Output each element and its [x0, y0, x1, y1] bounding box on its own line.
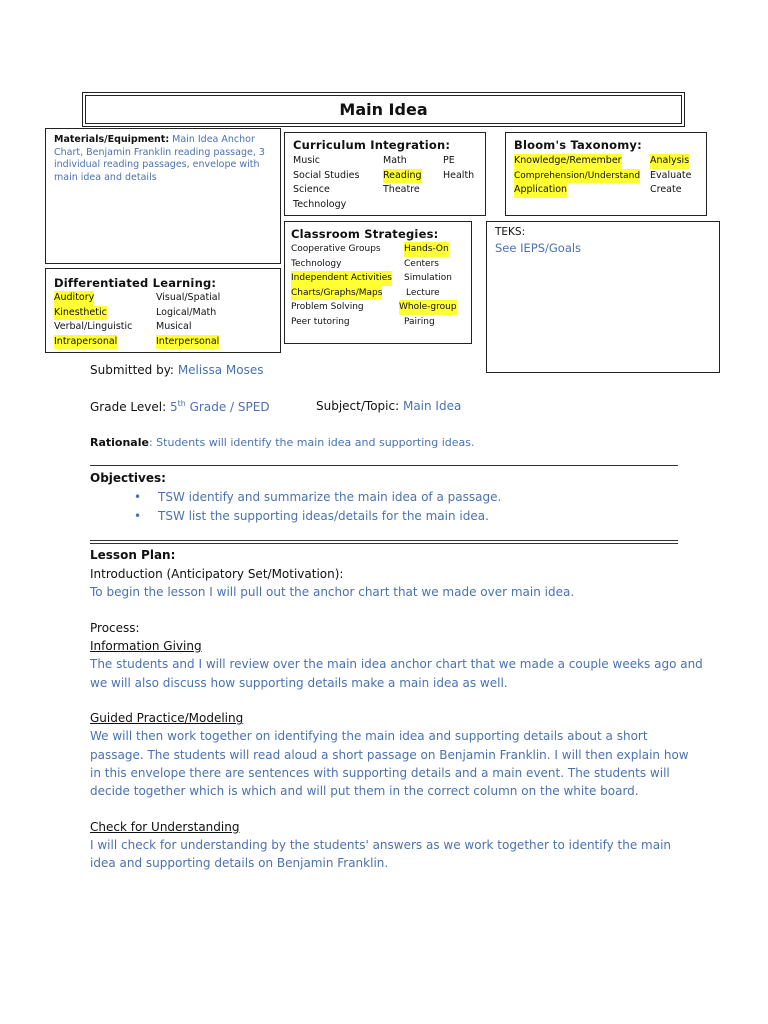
strat-item-problem-solving: Problem Solving	[291, 302, 364, 312]
teks-value: See IEPS/Goals	[495, 241, 582, 255]
strat-item-centers: Centers	[404, 258, 439, 269]
process-label: Process:	[90, 621, 140, 635]
strat-item-charts: Charts/Graphs/Maps	[291, 286, 382, 301]
strat-item-technology: Technology	[291, 258, 342, 269]
curr-item-pe: PE	[443, 155, 455, 166]
guided-line: in this envelope there are sentences with supporting details and a main event. The students will	[90, 766, 670, 780]
submitted-value: Melissa Moses	[177, 363, 264, 377]
curr-item-music: Music	[293, 155, 321, 166]
bloom-item-application: Application	[514, 183, 567, 198]
diff-item-visual: Visual/Spatial	[156, 292, 221, 303]
subject-label: Subject/Topic:	[316, 399, 400, 413]
curr-item-science: Science	[293, 184, 330, 195]
diff-item-interpersonal: Interpersonal	[156, 335, 219, 350]
classroom-strategies-box	[284, 221, 472, 344]
curr-item-health: Health	[443, 169, 475, 181]
objective-item: • TSW list the supporting ideas/details for the main idea.	[134, 509, 489, 523]
curriculum-integration-box	[284, 132, 486, 216]
bloom-item-create: Create	[650, 184, 682, 195]
strat-item-hands-on: Hands-On	[404, 242, 449, 257]
materials-label: Materials/Equipment:	[54, 134, 170, 145]
strat-item-pairing: Pairing	[404, 316, 435, 327]
objective-item: • TSW identify and summarize the main idea of a passage.	[134, 490, 502, 504]
strat-item-simulation: Simulation	[404, 273, 452, 283]
submitted-label: Submitted by:	[90, 363, 174, 377]
intro-label: Introduction (Anticipatory Set/Motivation):	[90, 567, 344, 581]
guided-line: decide together which is which and will put them in the correct column on the white board.	[90, 784, 639, 798]
grade-level-row	[90, 399, 270, 414]
materials-value: Main Idea Anchor Chart, Benjamin Franklin reading passage, 3 individual reading passages, envelope with main idea and details	[54, 134, 265, 183]
check-line: I will check for understanding by the students' answers as we work together to identify the main	[90, 838, 672, 852]
blooms-taxonomy-box	[505, 132, 707, 216]
curr-item-math: Math	[383, 155, 407, 166]
differentiated-learning-box	[45, 268, 281, 353]
bloom-item-analysis: Analysis	[650, 154, 689, 169]
bloom-item-knowledge: Knowledge/Remember	[514, 154, 622, 169]
curriculum-heading: Curriculum Integration:	[293, 138, 451, 152]
divider	[90, 465, 678, 466]
objectives-heading: Objectives:	[90, 471, 166, 485]
subject-row	[316, 399, 461, 413]
strat-item-lecture: Lecture	[406, 287, 440, 298]
submitted-by-row	[90, 363, 263, 377]
teks-label: TEKS:	[495, 226, 526, 238]
rationale-value: : Students will identify the main idea and supporting ideas.	[148, 436, 475, 449]
guided-line: passage. The students will read aloud a short passage on Benjamin Franklin. I will then explain how	[90, 748, 689, 762]
curr-item-theatre: Theatre	[383, 184, 420, 195]
divider	[90, 543, 678, 544]
rationale-label: Rationale	[90, 436, 149, 449]
intro-text: To begin the lesson I will pull out the anchor chart that we made over main idea.	[90, 585, 575, 599]
differentiated-heading: Differentiated Learning:	[54, 276, 217, 290]
diff-item-logical: Logical/Math	[156, 306, 217, 318]
diff-item-intrapersonal: Intrapersonal	[54, 335, 117, 350]
grade-value: 5th Grade / SPED	[169, 399, 270, 414]
subject-value: Main Idea	[402, 399, 462, 413]
rationale-row	[90, 436, 474, 449]
diff-item-auditory: Auditory	[54, 291, 94, 306]
curr-item-reading: Reading	[383, 169, 422, 184]
blooms-heading: Bloom's Taxonomy:	[514, 138, 642, 152]
strat-item-cooperative: Cooperative Groups	[291, 244, 381, 254]
strat-item-whole-group: Whole-group	[399, 300, 457, 315]
strat-item-independent: Independent Activities	[291, 271, 392, 286]
divider	[90, 540, 678, 541]
info-line: we will also discuss how supporting details make a main idea as well.	[90, 676, 508, 690]
info-giving-heading: Information Giving	[90, 639, 202, 653]
strategies-heading: Classroom Strategies:	[291, 227, 439, 241]
bloom-item-comprehension: Comprehension/Understand	[514, 169, 640, 184]
info-line: The students and I will review over the main idea anchor chart that we made a couple weeks ago and	[90, 657, 703, 671]
diff-item-kinesthetic: Kinesthetic	[54, 306, 107, 321]
check-line: idea and supporting details on Benjamin Franklin.	[90, 856, 389, 870]
materials-box	[45, 128, 281, 264]
bloom-item-evaluate: Evaluate	[650, 169, 692, 181]
teks-box	[486, 221, 720, 373]
grade-label: Grade Level:	[90, 400, 167, 414]
lesson-plan-heading: Lesson Plan:	[90, 548, 176, 562]
guided-practice-heading: Guided Practice/Modeling	[90, 711, 244, 725]
curr-item-technology: Technology	[293, 198, 347, 210]
guided-line: We will then work together on identifying the main idea and supporting details about a short	[90, 729, 648, 743]
diff-item-musical: Musical	[156, 321, 192, 332]
check-understanding-heading: Check for Understanding	[90, 820, 240, 834]
curr-item-social-studies: Social Studies	[293, 169, 360, 181]
strat-item-peer-tutoring: Peer tutoring	[291, 316, 350, 327]
page-title: Main Idea	[339, 100, 428, 119]
diff-item-verbal: Verbal/Linguistic	[54, 321, 133, 332]
title-box	[82, 92, 685, 127]
